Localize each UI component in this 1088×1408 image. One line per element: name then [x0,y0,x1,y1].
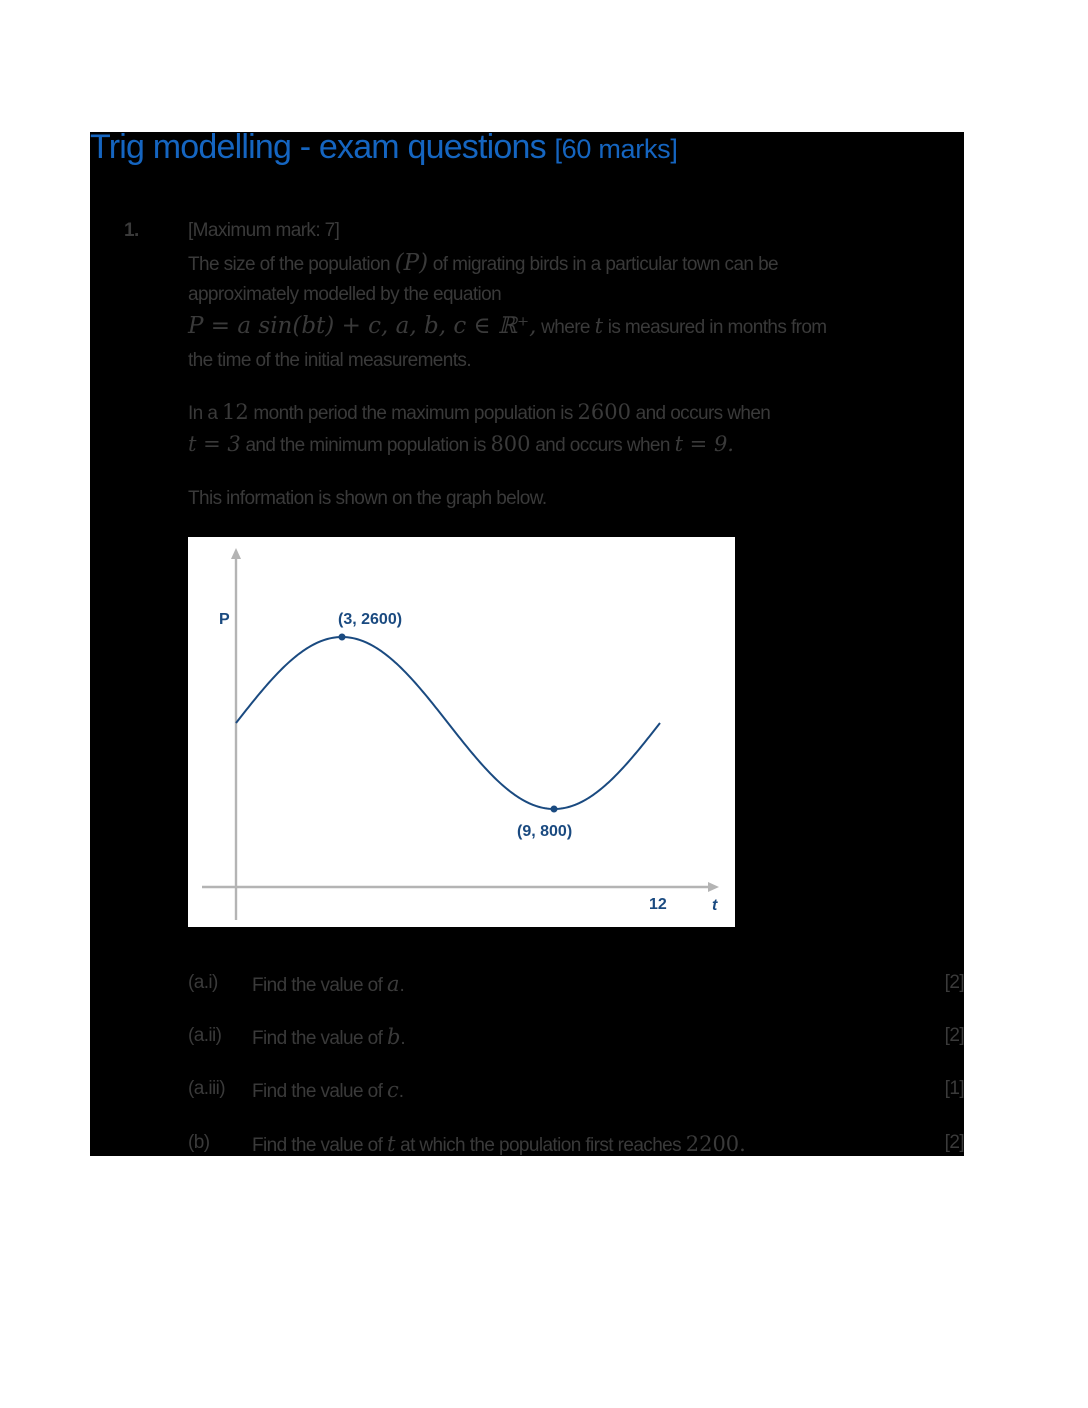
part-b-text: Find the value of t at which the population first reaches 2200. [252,1132,746,1156]
chart-svg [188,537,735,927]
part-a-i-marks: [2] [944,972,964,993]
population-curve [236,637,660,809]
part-a-iii-marks: [1] [944,1078,964,1099]
y-axis-label: P [219,611,230,628]
total-marks: [60 marks] [554,134,678,164]
intro-line-2: approximately modelled by the equation [188,284,502,305]
part-b-marks: [2] [944,1132,964,1153]
part-a-ii-text: Find the value of b. [252,1025,406,1049]
question-number: 1. [124,220,139,241]
info-line-1: In a 12 month period the maximum population is 2600 and occurs when [188,400,771,424]
model-equation: P = a sin(bt) + c, a, b, c ∈ ℝ⁺, [188,313,537,339]
x-axis-arrow [708,882,719,892]
intro-line-1: The size of the population (P) of migrating birds in a particular town can be [188,250,778,276]
part-a-iii-text: Find the value of c. [252,1078,404,1102]
part-a-iii-label: (a.iii) [188,1078,225,1099]
graph-intro: This information is shown on the graph below. [188,488,547,509]
part-a-ii-marks: [2] [944,1025,964,1046]
x-axis-label: t [712,897,718,914]
info-line-2: t = 3 and the minimum population is 800 and occurs when t = 9. [188,432,734,456]
page-title: Trig modelling - exam questions [60 marks] [90,128,678,166]
part-a-i-label: (a.i) [188,972,218,993]
max-mark: [Maximum mark: 7] [188,220,340,241]
max-point-label: (3, 2600) [338,611,403,628]
part-a-ii-label: (a.ii) [188,1025,222,1046]
max-point [339,634,346,641]
intro-line-4: the time of the initial measurements. [188,350,471,371]
min-point [551,806,558,813]
y-axis-arrow [231,548,241,559]
part-b-label: (b) [188,1132,210,1153]
part-a-i-text: Find the value of a. [252,972,405,996]
x-tick-label-12: 12 [649,896,667,913]
intro-line-3: P = a sin(bt) + c, a, b, c ∈ ℝ⁺, where t is measured in months from [188,313,827,339]
min-point-label: (9, 800) [517,823,573,840]
population-graph [188,537,735,927]
